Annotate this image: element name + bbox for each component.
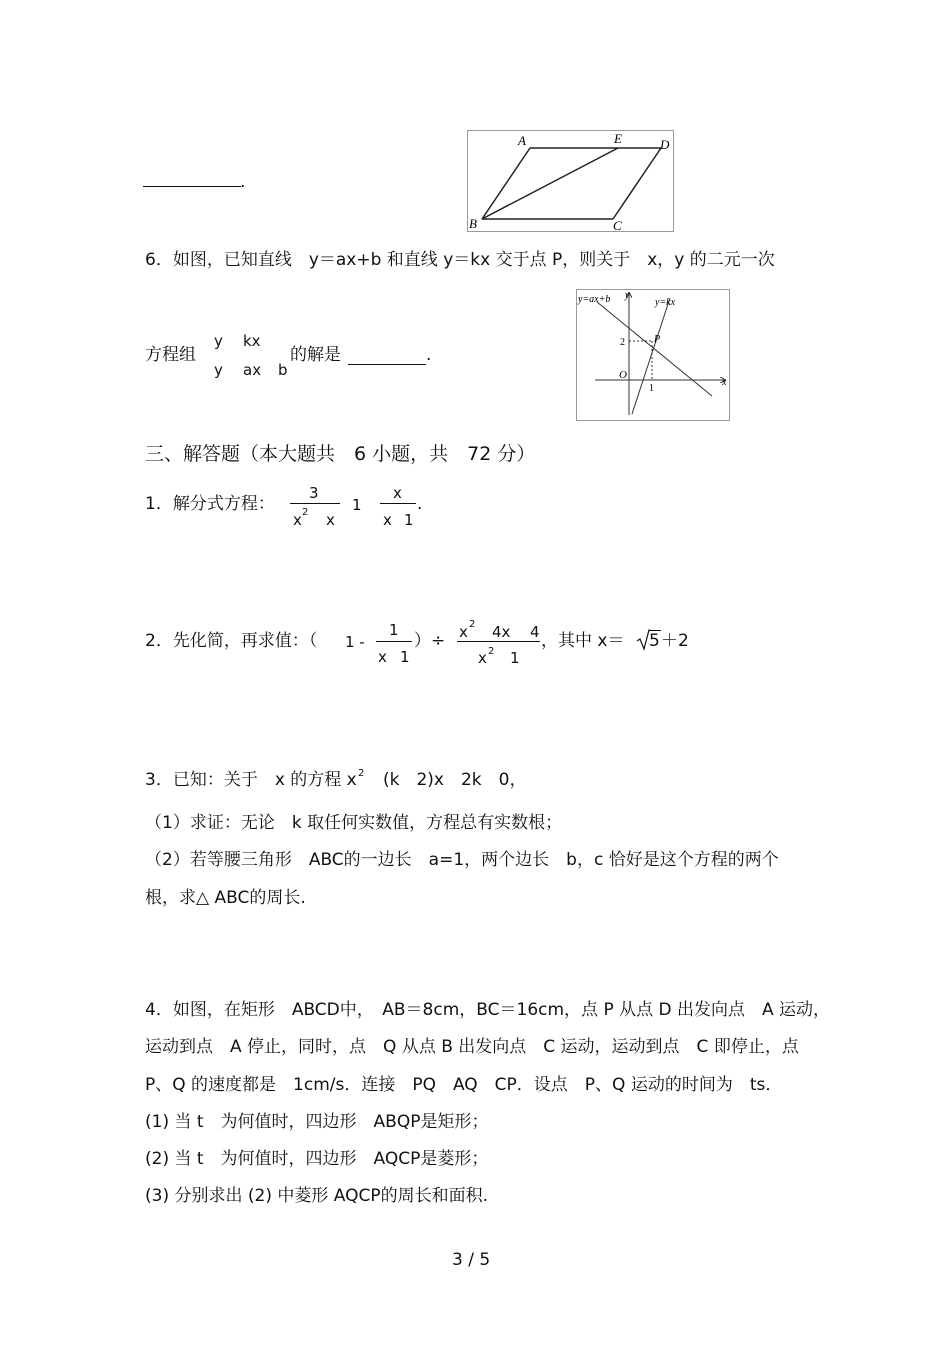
graph-tick-1: 1 [649,383,654,394]
q5-period: . [240,172,246,192]
sqrt-sign [636,629,650,651]
page-number: 3 / 5 [452,1250,491,1270]
p1-f2-num: x [393,484,402,502]
p2-f1-den-a: x [378,648,387,666]
p1-f2-bar [380,503,416,504]
label-C: C [613,218,622,231]
p3-line1-a: 3．已知：关于 x 的方程 x [145,770,357,790]
p2-f1-num: 1 [389,621,399,639]
q6-sys-r2-a: y [214,361,223,379]
lines-graph-svg [577,290,729,420]
parallelogram-svg [468,131,673,231]
graph-label-l2: y=kx [655,297,676,308]
label-B: B [469,216,477,231]
p1-f1-den-b: x [326,511,335,529]
p2-f2-den-b: 1 [510,649,520,667]
p1-f1-den-sup: 2 [302,507,309,518]
p3-item2-cont: 根，求△ ABC的周长. [145,888,306,908]
p2-f2-num-a: x [459,623,468,641]
q6-line1: 6．如图，已知直线 y＝ax+b 和直线 y＝kx 交于点 P，则关于 x，y 的二元一次 [145,250,775,270]
p2-f2-num-sup: 2 [469,619,476,630]
section-title: 三、解答题（本大题共 6 小题，共 72 分） [145,443,536,465]
p1-f2-den-b: 1 [404,511,414,529]
p2-one: 1 - [345,633,365,651]
p1-one: 1 [352,496,362,514]
p2-f2-num-c: 4 [530,623,540,641]
p1-f1-den-a: x [293,511,302,529]
p2-label: 2．先化简，再求值：（ [145,631,318,651]
q6-sys-r2-b: ax [243,361,262,379]
q6-prefix: 方程组 [145,345,196,365]
q6-sys-r1-b: kx [243,332,261,350]
answer-blank-q5 [143,186,241,187]
q6-end: . [426,345,432,365]
q6-sys-r1-a: y [214,332,223,350]
p2-f2-den-a: x [478,649,487,667]
answer-blank-q6 [348,364,426,365]
p2-tail-a: ，其中 x＝ [541,631,625,651]
p4-line2: 运动到点 A 停止，同时，点 Q 从点 B 出发向点 C 运动，运动到点 C 即停止，点 [145,1037,799,1057]
label-A: A [518,133,526,148]
p2-f2-den-sup: 2 [488,646,495,657]
p2-tail-b: ＋2 [661,631,689,651]
graph-y-axis: y [625,290,630,301]
p2-f1-den-b: 1 [400,648,410,666]
p1-label: 1．解分式方程： [145,494,275,514]
graph-origin: O [619,369,627,381]
p1-end: . [417,494,423,514]
p2-f2-bar [457,641,540,642]
p3-line1-b: (k 2)x 2k 0， [383,770,527,790]
p3-line1-sup: 2 [358,768,365,779]
p1-f2-den-a: x [383,511,392,529]
graph-x-axis: x [722,377,727,388]
p1-f1-num: 3 [309,484,319,502]
p3-item1: （1）求证：无论 k 取任何实数值，方程总有实数根； [145,813,563,833]
p4-sub1: (1) 当 t 为何值时，四边形 ABQP是矩形； [145,1112,489,1132]
p2-close-div: ）÷ [414,631,446,651]
p2-sqrt-val: 5 [649,631,660,651]
p4-line1: 4．如图，在矩形 ABCD中， AB＝8cm，BC＝16cm，点 P 从点 D 出发向点 A 运动， [145,1000,831,1020]
p4-sub3: (3) 分别求出 (2) 中菱形 AQCP的周长和面积. [145,1186,489,1206]
parallelogram-figure [467,130,674,232]
label-D: D [660,137,670,152]
p3-item2: （2）若等腰三角形 ABC的一边长 a=1，两个边长 b，c 恰好是这个方程的两个 [145,850,779,870]
q6-sys-r2-c: b [278,361,288,379]
graph-tick-2: 2 [620,337,625,348]
label-E: E [614,131,622,146]
p2-f2-num-b: 4x [492,623,511,641]
q6-suffix: 的解是 [290,345,341,365]
graph-label-l1: y=ax+b [578,294,611,305]
lines-graph-figure [576,289,730,421]
p1-f1-bar [290,503,340,504]
p4-line3: P、Q 的速度都是 1cm/s．连接 PQ AQ CP．设点 P、Q 运动的时间为 ts． [145,1075,783,1095]
p4-sub2: (2) 当 t 为何值时，四边形 AQCP是菱形； [145,1149,489,1169]
graph-point-p: P [654,334,661,345]
p2-f1-bar [376,641,412,642]
